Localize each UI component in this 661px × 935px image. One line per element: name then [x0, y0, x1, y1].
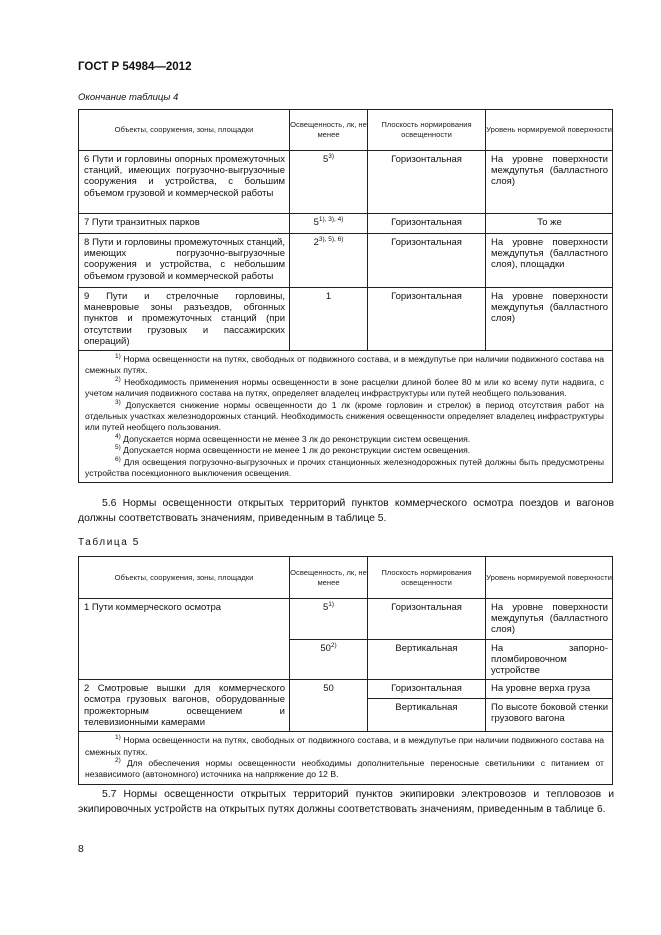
table-row — [79, 288, 613, 351]
table4-row6-level: На уровне поверхности междупутья (балластного слоя) — [486, 151, 613, 214]
table4-col-objects: Объекты, сооружения, зоны, площадки — [79, 110, 290, 151]
table4-row9-lux: 1 — [290, 288, 368, 351]
table4-notes-row — [79, 351, 613, 483]
table5-row1b-plane: Вертикальная — [368, 639, 486, 680]
table-row — [79, 234, 613, 288]
table4-row8-lux: $2^{3), 5), 6)}$ — [290, 234, 368, 288]
table4-row7-object: 7 Пути транзитных парков — [79, 214, 290, 234]
table-row — [79, 214, 613, 234]
table4-row6-plane: Горизонтальная — [368, 151, 486, 214]
page-number: 8 — [78, 843, 84, 855]
table5-row1b-lux: 50$^{2)}$ — [290, 639, 368, 680]
table5-row1-plane: Горизонтальная — [368, 599, 486, 640]
table4-caption: Окончание таблицы 4 — [78, 92, 179, 103]
paragraph-5-6: 5.6 Нормы освещенности открытых территорий пунктов коммерческого осмотра поездов и вагонов должны соответствовать значениям, приведенным в таблице 5. — [78, 498, 614, 524]
table5-col-lux: Освещенность, лк, не менее — [290, 557, 368, 599]
table5-row2-lux: 50 — [290, 680, 368, 732]
table5-row1b-level: На запорно-пломбировочном устройстве — [486, 639, 613, 680]
table4-row7-plane: Горизонтальная — [368, 214, 486, 234]
table4-row8-object: 8 Пути и горловины промежуточных станций, имеющих погрузочно-выгрузочные сооружения и устройства, с небольшим объемом грузовой и коммерческой работы — [79, 234, 290, 288]
table5-row2-level: На уровне верха груза — [486, 680, 613, 699]
table4-note-5: $^{5)}$ Допускается норма освещенности не менее 1 лк до реконструкции систем освещения. — [115, 444, 471, 456]
table5-notes — [79, 732, 613, 785]
table5-row2b-plane: Вертикальная — [368, 699, 486, 732]
table5-col-plane: Плоскость нормирования освещенности — [368, 557, 486, 599]
table5-row2b-level: По высоте боковой стенки грузового вагона — [486, 699, 613, 732]
table4-row8-plane: Горизонтальная — [368, 234, 486, 288]
table4-col-level: Уровень нормируемой поверхности — [486, 110, 613, 151]
table4-row9-level: На уровне поверхности междупутья (балластного слоя) — [486, 288, 613, 351]
table5-row1-level: На уровне поверхности междупутья (балластного слоя) — [486, 599, 613, 640]
paragraph-5-7: 5.7 Нормы освещенности открытых территорий пунктов экипировки электровозов и тепловозов и экипировочных устройств на открытых путях должны соответствовать значениям, приведенным в таблице 6. — [78, 789, 614, 815]
table5-caption: Таблица 5 — [78, 537, 140, 548]
table4-note-1: $^{1)}$ Норма освещенности на путях, свободных от подвижного состава, и в междупутье при наличии подвижного состава на смежных путях. — [85, 353, 604, 376]
table4-note-2: $^{2)}$ Необходимость применения нормы освещенности в зоне расцелки длиной более 80 м или ко всему пути надвига, с учетом наличия подвижного состава на путях, определяет владелец инфраструктуры или путей необщего пользования. — [85, 375, 605, 399]
table4-col-plane: Плоскость нормирования освещенности — [368, 110, 486, 151]
table5-col-objects: Объекты, сооружения, зоны, площадки — [79, 557, 290, 599]
table4-col-lux: Освещенность, лк, не менее — [290, 110, 368, 151]
document-header: ГОСТ Р 54984—2012 — [78, 61, 192, 73]
table4-row9-object: 9 Пути и стрелочные горловины, маневровые зоны разъездов, обгонных пунктов и промежуточных станций (при отсутствии грузовых и пассажирских операций) — [79, 288, 290, 351]
table5-row1-object: 1 Пути коммерческого осмотра — [79, 599, 290, 680]
table4-row6-lux: 5$^{3)}$ — [290, 151, 368, 214]
table5 — [78, 556, 613, 785]
table4-header-row — [79, 110, 613, 151]
table5-header-row — [79, 557, 613, 599]
table4-notes — [79, 351, 613, 483]
table5-row2-object: 2 Смотровые вышки для коммерческого осмотра грузовых вагонов, оборудованные прожекторным освещением и телевизионными камерами — [79, 680, 290, 732]
table5-notes-row — [79, 732, 613, 785]
table4-row9-plane: Горизонтальная — [368, 288, 486, 351]
table4-note-4: $^{4)}$ Допускается норма освещенности не менее 3 лк до реконструкции систем освещения. — [115, 432, 471, 444]
table4-note-6: $^{6)}$ Для освещения погрузочно-выгрузочных и прочих станционных железнодорожных путей должны быть предусмотрены устройства посекционного выключения освещения. — [85, 455, 604, 479]
table-row — [79, 151, 613, 214]
table4-row6-object: 6 Пути и горловины опорных промежуточных станций, имеющих погрузочно-выгрузочные сооружения и устройства, с большим объемом грузовой и коммерческой работы — [79, 151, 290, 214]
table4-row7-lux: $5^{1), 3), 4)}$ — [290, 214, 368, 234]
table5-row1-lux: 5$^{1)}$ — [290, 599, 368, 640]
table4-row7-level: То же — [486, 214, 613, 234]
table-row — [79, 599, 613, 640]
table4 — [78, 109, 613, 483]
table5-col-level: Уровень нормируемой поверхности — [486, 557, 613, 599]
table5-row2-plane: Горизонтальная — [368, 680, 486, 699]
table5-note-1: $^{1)}$ Норма освещенности на путях, свободных от подвижного состава, и в междупутье при наличии подвижного состава на смежных путях. — [85, 734, 604, 757]
table4-row8-level: На уровне поверхности междупутья (балластного слоя), площадки — [486, 234, 613, 288]
table4-note-3: $^{3)}$ Допускается снижение нормы освещенности до 1 лк (кроме горловин и стрелок) в период отсутствия работ на отдельных участках железнодорожных станций. Необходимость снижения освещенности определяет владелец инфраструктуры или путей необщего пользования. — [85, 398, 604, 433]
table5-note-2: $^{2)}$ Для обеспечения нормы освещенности необходимы дополнительные переносные светильники с питанием от независимого (автономного) источника на напряжение до 12 В. — [85, 757, 604, 780]
table-row — [79, 680, 613, 699]
